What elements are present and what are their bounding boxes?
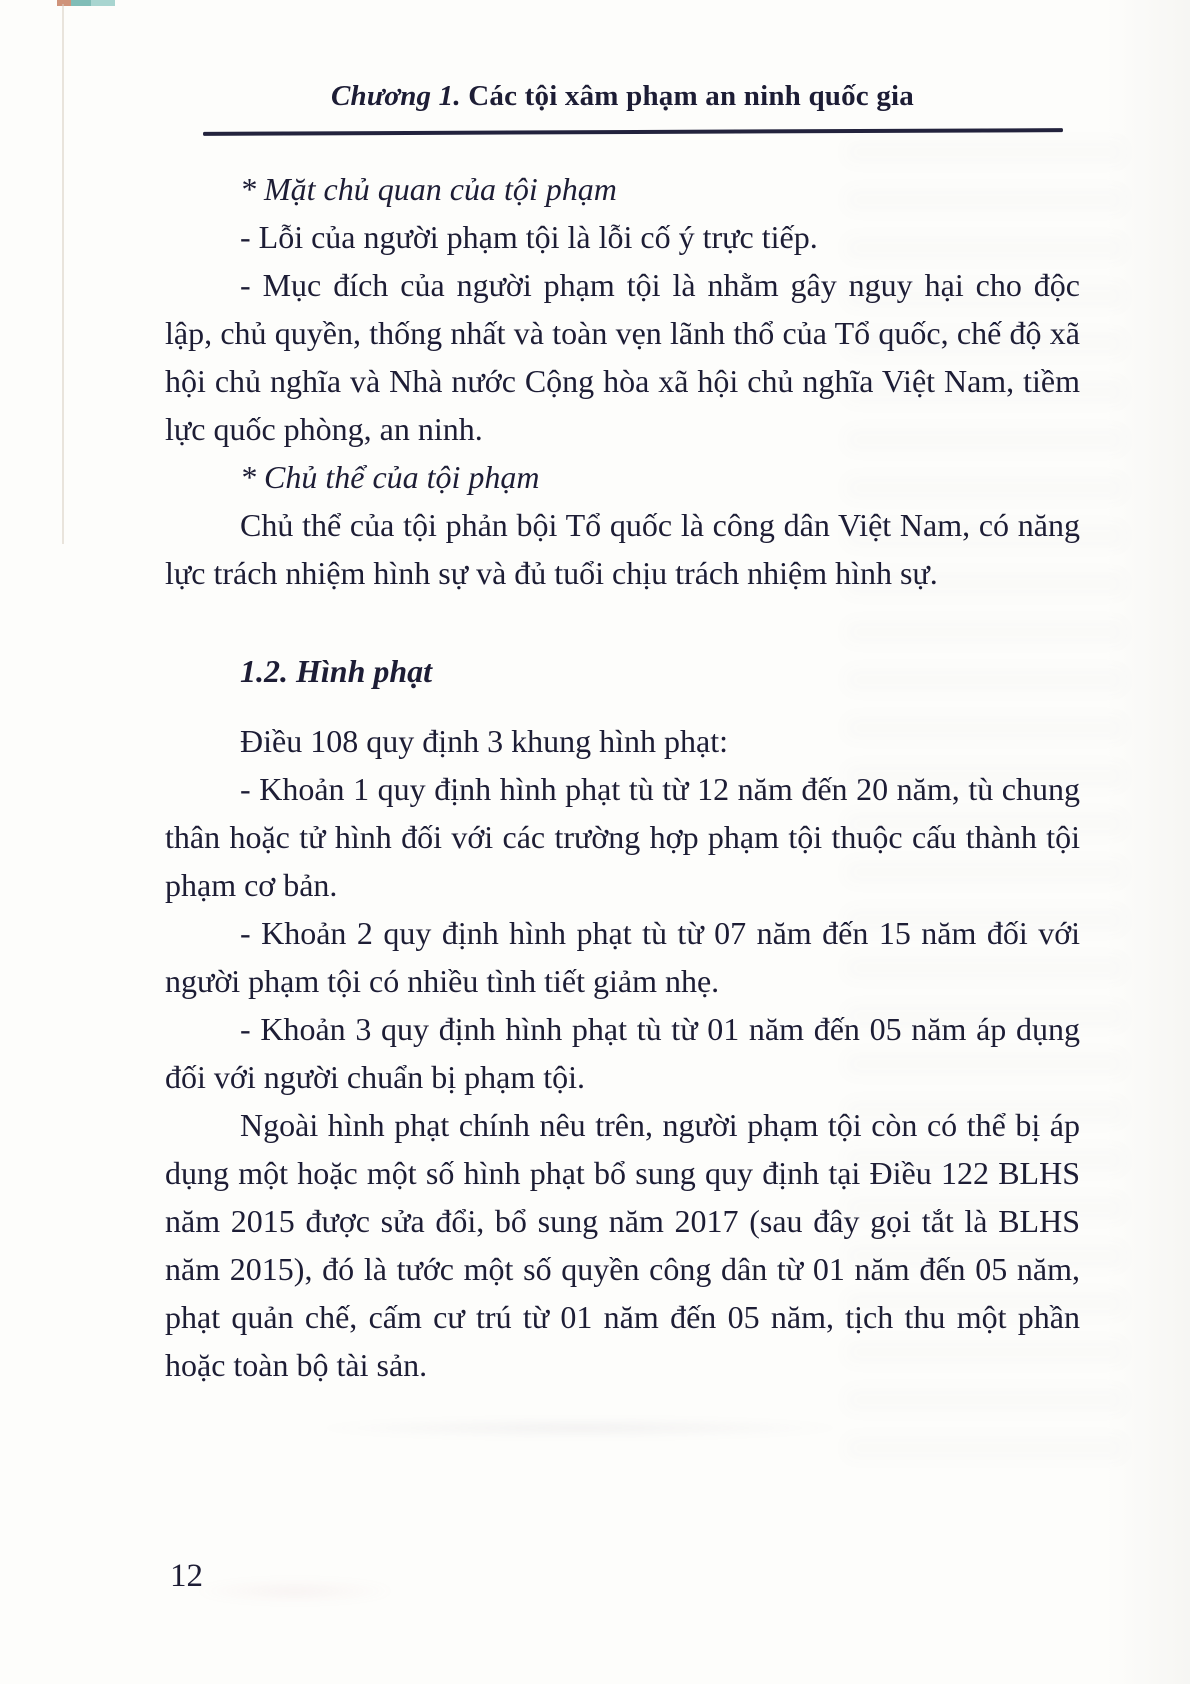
page-number: 12 xyxy=(170,1558,203,1594)
subject-heading: * Chủ thể của tội phạm xyxy=(240,459,540,495)
header-rule-line xyxy=(203,128,1063,136)
paragraph-fault: - Lỗi của người phạm tội là lỗi cố ý trực tiếp. xyxy=(240,219,818,255)
scan-artifact-top-mark xyxy=(57,0,115,6)
paragraph-supplementary-penalties: Ngoài hình phạt chính nêu trên, người phạm tội còn có thể bị áp dụng một hoặc một số hình phạt bổ sung quy định tại Điều 122 BLHS năm 2015 được sửa đổi, bổ sung năm 2017 (sau đây gọi tắt là BLHS năm 2015), đó là tước một số quyền công dân từ 01 năm đến 05 năm, phạt quản chế, cấm cư trú từ 01 năm đến 05 năm, tịch thu một phần hoặc toàn bộ tài sản. xyxy=(165,1107,1080,1383)
scan-artifact-left-scratch xyxy=(62,4,64,544)
body-text-column xyxy=(165,165,1080,1389)
chapter-number-label: Chương 1. xyxy=(330,80,461,112)
section-heading-penalty: 1.2. Hình phạt xyxy=(240,653,433,689)
paragraph-clause-2: - Khoản 2 quy định hình phạt tù từ 07 năm đến 15 năm đối với người phạm tội có nhiều tình tiết giảm nhẹ. xyxy=(165,915,1080,999)
scan-artifact-smudge xyxy=(300,1418,860,1438)
paragraph-clause-1: - Khoản 1 quy định hình phạt tù từ 12 năm đến 20 năm, tù chung thân hoặc tử hình đối với các trường hợp phạm tội thuộc cấu thành tội phạm cơ bản. xyxy=(165,771,1080,903)
subjective-aspect-heading: * Mặt chủ quan của tội phạm xyxy=(240,171,617,207)
paragraph-clause-3: - Khoản 3 quy định hình phạt tù từ 01 năm đến 05 năm áp dụng đối với người chuẩn bị phạm tội. xyxy=(165,1011,1080,1095)
scan-artifact-corner-smudge xyxy=(190,1580,400,1602)
paragraph-purpose: - Mục đích của người phạm tội là nhằm gây nguy hại cho độc lập, chủ quyền, thống nhất và toàn vẹn lãnh thổ của Tổ quốc, chế độ xã hội chủ nghĩa và Nhà nước Cộng hòa xã hội chủ nghĩa Việt Nam, tiềm lực quốc phòng, an ninh. xyxy=(165,267,1080,447)
paragraph-article-108: Điều 108 quy định 3 khung hình phạt: xyxy=(240,723,728,759)
paragraph-subject: Chủ thể của tội phản bội Tổ quốc là công dân Việt Nam, có năng lực trách nhiệm hình sự và đủ tuổi chịu trách nhiệm hình sự. xyxy=(165,507,1080,591)
running-header xyxy=(165,80,1080,113)
page-edge-shadow xyxy=(1105,0,1190,1684)
chapter-title: Các tội xâm phạm an ninh quốc gia xyxy=(460,80,914,112)
